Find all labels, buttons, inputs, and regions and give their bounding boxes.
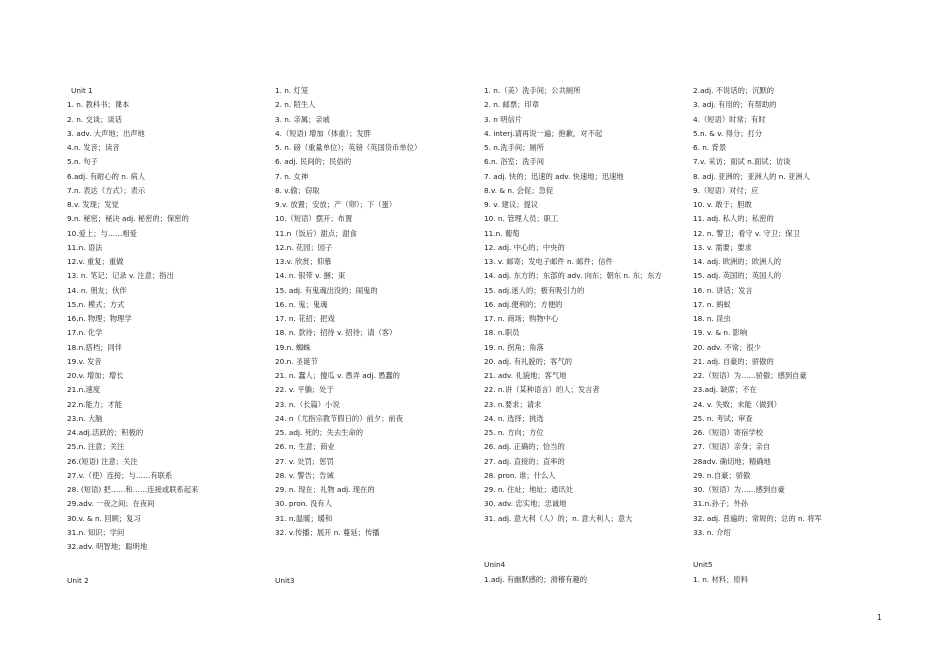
column-3 (484, 84, 689, 526)
vocab-line: 4.（短语) 增加（体重）；发胖 (275, 128, 372, 138)
vocab-line: 26. adj. 正确的；恰当的 (484, 442, 565, 452)
vocab-line: 21. adj. 自豪的；骄傲的 (693, 356, 774, 366)
vocab-line: 18. n. 款待；招待 v. 招待；请（客） (275, 328, 397, 338)
vocab-line: 11.n. 葡萄 (484, 228, 520, 238)
vocab-line: 5.n. 句子 (67, 157, 98, 167)
vocab-line: 23.n. 大脑 (67, 413, 103, 423)
vocab-line: 7. adj. 快的；迅速的 adv. 快速地；迅速地 (484, 171, 624, 181)
vocab-line: 4.n. 发音；读音 (67, 143, 120, 152)
vocab-line: 8. adj. 亚洲的；亚洲人的 n. 亚洲人 (693, 171, 810, 181)
vocab-line: 24. n. 选择；挑选 (484, 413, 544, 423)
vocab-line: 17. n. 商场；购物中心 (484, 314, 559, 323)
page-number: 1 (877, 613, 882, 622)
vocab-line: 22.（短语）为……骄傲；感到自豪 (693, 371, 807, 380)
vocab-line: 19.v. 发音 (67, 356, 102, 366)
vocab-line: 31.n. 知识；学问 (67, 527, 125, 537)
vocab-line: 5.n. & v. 得分；打分 (693, 128, 763, 138)
vocab-line: 22. n.讲（某种语言）的人；发言者 (484, 385, 600, 395)
column-1 (67, 84, 272, 554)
vocab-line: 30. adv. 忠实地；忠诚地 (484, 499, 567, 509)
vocab-line: 29. n. 现在；礼物 adj. 现在的 (275, 485, 375, 494)
vocab-line: 3. adv. 大声地；出声地 (67, 128, 145, 138)
vocab-line: 30.（短语）为……感到自豪 (693, 485, 785, 494)
vocab-line: 31. n.温暖；暖和 (275, 513, 333, 523)
vocab-line: 1.adj. 有幽默感的；滑稽有趣的 (484, 575, 587, 584)
vocab-line: 19. n. 拐角；角落 (484, 342, 544, 352)
vocab-line: 2.adj. 不说话的；沉默的 (693, 86, 775, 95)
vocab-line: 21. adv. 礼貌地；客气地 (484, 371, 567, 380)
vocab-line: 21.n.速度 (67, 385, 101, 395)
vocab-line: 16. adj.便利的；方便的 (484, 299, 563, 309)
vocab-line: 2. n. 陌生人 (275, 100, 316, 110)
vocab-line: 15. adj. 有鬼魂出没的；闹鬼的 (275, 285, 378, 295)
vocab-line: 5. n. 磅（重量单位）；英镑（英国货币单位） (275, 143, 422, 152)
vocab-line: 10.爱上；与……相爱 (67, 228, 137, 238)
vocab-line: 8.v. 发现；发觉 (67, 200, 119, 209)
vocab-line: 1. n. 材料；原料 (693, 575, 749, 584)
vocab-line: 16.n. 物理；物理学 (67, 314, 132, 323)
vocab-line: 11.n（饭后）甜点；甜食 (275, 228, 357, 238)
vocab-line: 9. v. 建议；提议 (484, 200, 539, 209)
vocab-line: 24. n（尤指宗教节假日的）前夕；前夜 (275, 413, 404, 423)
vocab-line: 7.v. 采访；面试 n.面试；访谈 (693, 157, 791, 167)
unit-heading: Unit 2 (67, 576, 89, 585)
vocab-line: 11. adj. 私人的；私密的 (693, 214, 774, 224)
vocab-line: 20.n. 圣诞节 (275, 356, 318, 366)
vocab-line: 32.adv. 明智地；聪明地 (67, 542, 148, 551)
vocab-line: 13. v. 邮寄；发电子邮件 n. 邮件；信件 (484, 257, 613, 266)
vocab-line: 12.v. 重复；重做 (67, 257, 124, 266)
vocab-line: 14. n. 银带 v. 捆；束 (275, 271, 346, 281)
vocab-line: 27. adj. 直接的；直率的 (484, 456, 565, 466)
column-4 (693, 84, 898, 540)
vocab-line: 4.（短语）时常；有时 (693, 114, 766, 124)
vocab-line: 18. n. 昆虫 (693, 314, 731, 323)
vocab-line: 1. n.（美）洗手间；公共厕所 (484, 86, 581, 95)
vocab-line: 6. adj. 民间的；民俗的 (275, 157, 352, 167)
vocab-line: 32. v.传播；展开 n. 蔓延；传播 (275, 527, 380, 537)
vocab-line: 22. v. 平躺；处于 (275, 385, 334, 395)
vocab-line: 9.n. 秘密；秘诀 adj. 秘密的；保密的 (67, 214, 189, 224)
vocab-line: 11.n. 语法 (67, 242, 103, 252)
vocab-line: 6. n. 背景 (693, 143, 727, 152)
vocab-line: 15.n. 模式；方式 (67, 299, 125, 309)
vocab-line: 29. n. 住址；地址；通讯处 (484, 485, 573, 494)
vocab-line: 22.n.能力；才能 (67, 399, 123, 409)
vocab-line: 10.（短语）摆开；布置 (275, 214, 353, 224)
vocab-line: 20.v. 增加；增长 (67, 371, 124, 380)
unit-heading: Unit 1 (71, 86, 93, 95)
vocab-line: 25.n. 注意；关注 (67, 442, 125, 452)
vocab-line: 14. adj. 欧洲的；欧洲人的 (693, 257, 782, 266)
vocab-line: 17. n. 花招；把戏 (275, 314, 335, 323)
vocab-line: 24. v. 失败；未能（做到） (693, 399, 781, 409)
vocab-line: 25. adj. 死的；失去生命的 (275, 428, 364, 437)
vocab-line: 29.adv. 一夜之间；在夜间 (67, 499, 155, 509)
vocab-line: 4. interj.请再说一遍；抱歉，对不起 (484, 128, 603, 138)
vocab-line: 25. n. 方向；方位 (484, 428, 544, 437)
vocab-line: 19. v. & n. 影响 (693, 328, 748, 338)
vocab-line: 15. adj. 英国的；英国人的 (693, 271, 782, 281)
vocab-line: 27.（短语）亲身；亲自 (693, 442, 771, 452)
vocab-line: 2. n. 交谈；谈话 (67, 114, 123, 124)
vocab-line: 17. n. 蚂蚁 (693, 299, 731, 309)
vocab-line: 31. adj. 意大利（人）的；n. 意大利人；意大 (484, 513, 633, 523)
vocab-line: 19.n. 蜘蛛 (275, 342, 311, 352)
vocab-line: 1. n. 教科书；课本 (67, 100, 130, 110)
vocab-line: 18.n.搭档；同伴 (67, 342, 123, 352)
vocab-line: 28. (短语) 把……和……连接或联系起来 (67, 485, 199, 494)
vocab-line: 16. n. 讲话；发言 (693, 285, 753, 295)
vocab-line: 3. n 明信片 (484, 114, 523, 124)
vocab-line: 1. n. 灯笼 (275, 86, 309, 95)
vocab-line: 30. pron. 没有人 (275, 499, 333, 509)
vocab-line: 16. n. 鬼；鬼魂 (275, 299, 328, 309)
vocab-line: 32. adj. 普遍的；常规的；总的 n. 将军 (693, 513, 822, 523)
vocab-line: 6.adj. 有耐心的 n. 病人 (67, 171, 146, 181)
vocab-line: 28adv. 确切地；精确地 (693, 456, 771, 466)
vocab-line: 26. n. 生意；商业 (275, 442, 335, 452)
vocab-line: 2. n. 邮票；印章 (484, 100, 540, 110)
vocab-line: 20. adj. 有礼貌的；客气的 (484, 356, 573, 366)
vocab-line: 9.v. 放置；安放；产（卵）；下（蛋） (275, 200, 397, 209)
vocab-line: 3. adj. 有用的；有帮助的 (693, 100, 777, 110)
vocab-line: 10. n. 管理人员；职工 (484, 214, 559, 224)
vocab-line: 17.n. 化学 (67, 328, 103, 338)
vocab-line: 26.（短语）寄宿学校 (693, 428, 763, 437)
vocab-line: 26.(短语) 注意；关注 (67, 456, 138, 466)
vocab-line: 7.n. 表达（方式）；表示 (67, 185, 146, 195)
vocab-line: 6.n. 浴室；洗手间 (484, 157, 545, 167)
vocab-line: 23.adj. 缺席；不在 (693, 385, 757, 395)
vocab-line: 30.v. & n. 回顾；复习 (67, 513, 141, 523)
vocab-line: 8.v. & n. 会促；急促 (484, 185, 554, 195)
vocab-line: 12.n. 花园；园子 (275, 242, 333, 252)
vocab-line: 27. v. 处罚；惩罚 (275, 456, 334, 466)
vocab-line: 31.n.孙子；外孙 (693, 499, 749, 509)
vocab-line: 21. n. 蠢人；傻瓜 v. 愚弄 adj. 愚蠢的 (275, 371, 400, 380)
unit-heading: Unin4 (484, 560, 506, 569)
vocab-line: 14. n. 朋友；伙伴 (67, 285, 127, 295)
vocab-line: 18. n.职员 (484, 328, 520, 338)
vocab-line: 5. n.洗手间；厕所 (484, 143, 545, 152)
vocab-line: 20. adv. 不常；很少 (693, 342, 761, 352)
vocab-line: 8. v.偷；窃取 (275, 185, 320, 195)
vocab-line: 25. n. 考试；审查 (693, 413, 753, 423)
vocab-line: 13. v. 需要；要求 (693, 242, 752, 252)
vocab-line: 13. n. 笔记；记录 v. 注意；指出 (67, 271, 174, 281)
vocab-line: 28. pron. 谁；什么人 (484, 470, 556, 480)
vocab-line: 10. v. 敢于；胆敢 (693, 200, 752, 209)
vocab-line: 12. n. 警卫；看守 v. 守卫；保卫 (693, 228, 800, 238)
vocab-line: 15. adj.迷人的；极有吸引力的 (484, 285, 585, 295)
vocab-line: 24.adj.活跃的；积极的 (67, 428, 144, 437)
unit-heading: Unit5 (693, 560, 713, 569)
vocab-line: 12. adj. 中心的；中央的 (484, 242, 565, 252)
vocab-line: 23. n.要求；请求 (484, 399, 542, 409)
vocab-line: 13.v. 欣赏；仰慕 (275, 257, 332, 266)
unit-heading: Unit3 (275, 576, 295, 585)
column-2 (275, 84, 480, 540)
vocab-line: 28. v. 警告；告诫 (275, 470, 334, 480)
vocab-line: 9.（短语）对付；应 (693, 185, 759, 195)
vocab-line: 14. adj. 东方的；东部的 adv. 向东；朝东 n. 东；东方 (484, 271, 662, 281)
vocab-line: 29. n.自豪；骄傲 (693, 470, 751, 480)
vocab-line: 3. n. 亲属；亲戚 (275, 114, 331, 124)
vocab-line: 33. n. 介绍 (693, 527, 731, 537)
vocab-line: 23. n.（长篇）小说 (275, 399, 340, 409)
vocab-line: 7. n. 女神 (275, 171, 309, 181)
vocab-line: 27.v.（使）连接；与……有联系 (67, 470, 173, 480)
